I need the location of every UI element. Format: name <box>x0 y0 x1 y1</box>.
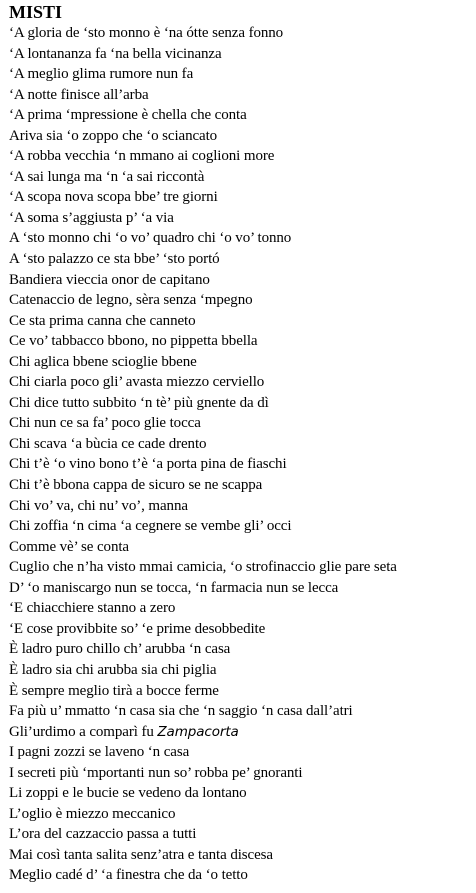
proverb-line: Chi t’è ‘o vino bono t’è ‘a porta pina de fiaschi <box>9 456 287 473</box>
proverb-line: Chi nun ce sa fa’ poco glie tocca <box>9 415 201 432</box>
proverb-line: ‘A notte finisce all’arba <box>9 86 149 103</box>
proverb-line-name: Zampacorta <box>157 723 239 740</box>
proverb-line: Comme vè’ se conta <box>9 538 129 555</box>
proverb-line: Catenaccio de legno, sèra senza ‘mpegno <box>9 292 253 309</box>
proverb-line: ‘E cose provibbite so’ ‘e prime desobbedite <box>9 620 266 637</box>
proverbs-document <box>9 0 474 886</box>
proverb-line: ‘A sai lunga ma ‘n ‘a sai riccontà <box>9 168 205 185</box>
proverb-line: Chi t’è bbona cappa de sicuro se ne scappa <box>9 477 263 494</box>
proverb-line: ‘E chiacchiere stanno a zero <box>9 600 176 617</box>
proverb-line: Chi ciarla poco gli’ avasta miezzo cerviello <box>9 374 265 391</box>
proverb-line: Ariva sia ‘o zoppo che ‘o sciancato <box>9 127 218 144</box>
proverb-line: Bandiera vieccia onor de capitano <box>9 271 210 288</box>
proverb-line: I pagni zozzi se laveno ‘n casa <box>9 744 190 761</box>
proverb-line: A ‘sto monno chi ‘o vo’ quadro chi ‘o vo’ tonno <box>9 230 292 247</box>
proverb-line: Li zoppi e le bucie se vedeno da lontano <box>9 785 247 802</box>
proverb-line: A ‘sto palazzo ce sta bbe’ ‘sto portó <box>9 251 220 268</box>
proverb-line: I secreti più ‘mportanti nun so’ robba pe’ gnoranti <box>9 764 303 781</box>
proverb-line: ‘A robba vecchia ‘n mmano ai coglioni more <box>9 148 275 165</box>
proverb-line: ‘A gloria de ‘sto monno è ‘na ótte senza fonno <box>9 25 284 41</box>
proverb-line: Chi aglica bbene scioglie bbene <box>9 353 197 370</box>
proverb-line: ‘A soma s’aggiusta p’ ‘a via <box>9 209 174 226</box>
proverb-line: Cuglio che n’ha visto mmai camicia, ‘o strofinaccio glie pare seta <box>9 559 397 576</box>
proverb-line: È ladro sia chi arubba sia chi piglia <box>9 661 217 678</box>
proverb-line: Ce vo’ tabbacco bbono, no pippetta bbella <box>9 333 258 350</box>
proverb-line: Fa più u’ mmatto ‘n casa sia che ‘n saggio ‘n casa dall’atri <box>9 703 353 720</box>
proverb-line: ‘A lontananza fa ‘na bella vicinanza <box>9 45 222 62</box>
proverb-line: L’ora del cazzaccio passa a tutti <box>9 826 197 843</box>
proverb-line: ‘A scopa nova scopa bbe’ tre giorni <box>9 189 218 206</box>
document-title: MISTI <box>9 2 63 22</box>
proverb-line: Chi zoffia ‘n cima ‘a cegnere se vembe gli’ occi <box>9 518 292 535</box>
proverb-line: Chi vo’ va, chi nu’ vo’, manna <box>9 497 188 514</box>
proverb-line: L’oglio è miezzo meccanico <box>9 805 176 822</box>
proverb-line: Chi scava ‘a bùcia ce cade drento <box>9 435 207 452</box>
proverb-line: ‘A meglio glima rumore nun fa <box>9 66 194 83</box>
proverb-line: Meglio cadé d’ ‘a finestra che da ‘o tetto <box>9 867 248 884</box>
proverb-line: È sempre meglio tirà a bocce ferme <box>9 682 219 699</box>
proverb-line <box>9 722 474 743</box>
proverb-line: Mai così tanta salita senz’atra e tanta discesa <box>9 846 273 863</box>
proverb-line: Ce sta prima canna che canneto <box>9 312 196 329</box>
proverb-line: ‘A prima ‘mpressione è chella che conta <box>9 107 247 124</box>
proverb-line: Chi dice tutto subbito ‘n tè’ più gnente da dì <box>9 394 269 411</box>
proverb-line: È ladro puro chillo ch’ arubba ‘n casa <box>9 641 231 658</box>
proverb-line: D’ ‘o maniscargo nun se tocca, ‘n farmacia nun se lecca <box>9 579 339 596</box>
proverb-line-prefix: Gli’urdimo a comparì fu <box>9 723 158 740</box>
proverb-list <box>9 23 474 886</box>
